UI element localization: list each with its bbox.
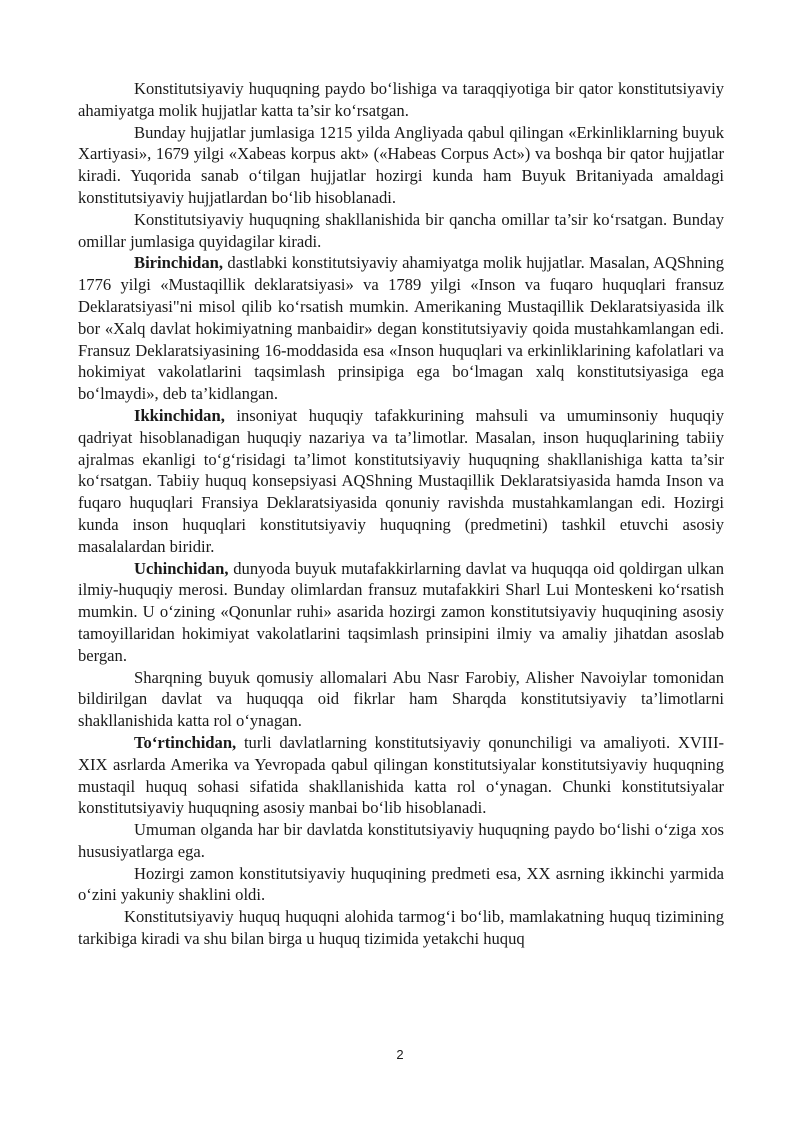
- paragraph-4: [78, 252, 724, 405]
- paragraph-text: Konstitutsiyaviy huquqning paydo bo‘lishiga va taraqqiyotiga bir qator konstitutsiyaviy ahamiyatga molik hujjatlar katta ta’sir ko‘rsatgan.: [78, 79, 724, 120]
- paragraph-text: Hozirgi zamon konstitutsiyaviy huquqining predmeti esa, XX asrning ikkinchi yarmida o‘zini yakuniy shaklini oldi.: [78, 863, 724, 905]
- paragraph-text: dunyoda buyuk mutafakkirlarning davlat va huquqqa oid qoldirgan ulkan ilmiy-huquqiy merosi. Bunday olimlardan fransuz mutafakkiri Sharl Lui Monteskeni ko‘rsatish mumkin. U o‘zining «Qonunlar ruhi» asarida hozirgi zamon konstitutsiyaviy huquqining asosiy tamoyillaridan hokimiyat vakolatlarini taqsimlash prinsipini ilmiy va amaliy jihatdan asoslab bergan.: [78, 558, 724, 665]
- paragraph-lead: Birinchidan,: [134, 253, 223, 273]
- paragraph-5: [78, 405, 724, 558]
- paragraph-text: Bunday hujjatlar jumlasiga 1215 yilda Angliyada qabul qilingan «Erkinliklarning buyuk Xartiyasi», 1679 yilgi «Xabeas korpus akt» («Habeas Corpus Act») va boshqa bir qator hujjatlar kiradi. Yuqorida sanab o‘tilgan hujjatlar hozirgi kunda ham Buyuk Britaniyada amaldagi konstitutsiyaviy hujjatlardan bo‘lib hisoblanadi.: [78, 122, 724, 207]
- paragraph-8: [78, 732, 724, 819]
- paragraph-lead: Uchinchidan,: [134, 558, 229, 578]
- paragraph-2: [78, 122, 724, 209]
- paragraph-1: [78, 78, 724, 122]
- paragraph-3: [78, 209, 724, 253]
- paragraph-text: Sharqning buyuk qomusiy allomalari Abu Nasr Farobiy, Alisher Navoiylar tomonidan bildirilgan davlat va huquqqa oid fikrlar ham Sharqda konstitutsiyaviy ta’limotlarni shakllanishida katta rol o‘ynagan.: [78, 667, 724, 731]
- paragraph-text: Umuman olganda har bir davlatda konstitutsiyaviy huquqning paydo bo‘lishi o‘ziga xos hususiyatlarga ega.: [78, 820, 724, 861]
- paragraph-text: Konstitutsiyaviy huquq huquqni alohida tarmog‘i bo‘lib, mamlakatning huquq tizimining tarkibiga kiradi va shu bilan birga u huquq tizimida yetakchi huquq: [78, 907, 724, 949]
- paragraph-text: insoniyat huquqiy tafakkurining mahsuli va umuminsoniy huquqiy qadriyat hisoblanadigan huquqiy nazariya va ta’limotlar. Masalan, inson huquqlarining tabiiy ajralmas ekanligi to‘g‘risidagi ta’limot konstitutsiyaviy huquqning shakllanishiga katta ta’sir ko‘rsatgan. Tabiiy huquq konsepsiyasi AQShning Mustaqillik Deklaratsiyasida hamda Inson va fuqaro huquqlari Fransiya Deklaratsiyasida qonuniy ravishda mustahkamlangan edi. Hozirgi kunda inson huquqlari konstitutsiyaviy huquqning (predmetini) tashkil etuvchi asosiy masalalardan biridir.: [78, 405, 724, 556]
- paragraph-7: [78, 667, 724, 732]
- page-number: 2: [396, 1047, 404, 1062]
- paragraph-lead: Ikkinchidan,: [134, 405, 225, 425]
- paragraph-text: dastlabki konstitutsiyaviy ahamiyatga molik hujjatlar. Masalan, AQShning 1776 yilgi «Mustaqillik deklaratsiyasi» va 1789 yilgi «Inson va fuqaro huquqlari fransuz Deklaratsiyasi"ni misol qilib ko‘rsatish mumkin. Amerikaning Mustaqillik Deklaratsiyasida ilk bor «Xalq davlat hokimiyatning manbaidir» degan konstitutsiyaviy qoida mustahkamlangan edi. Fransuz Deklaratsiyasining 16-moddasida esa «Inson huquqlari va erkinliklarining kafolatlari va hokimiyat vakolatlarini taqsimlash prinsipiga ega bo‘lmagan xalq konstitutsiyasiga ega bo‘lmaydi», deb ta’kidlangan.: [78, 253, 724, 404]
- paragraph-6: [78, 558, 724, 667]
- paragraph-9: [78, 819, 724, 863]
- paragraph-11: [78, 906, 724, 950]
- paragraph-lead: To‘rtinchidan,: [134, 732, 237, 752]
- document-page: [78, 78, 724, 950]
- paragraph-text: Konstitutsiyaviy huquqning shakllanishida bir qancha omillar ta’sir ko‘rsatgan. Bunday omillar jumlasiga quyidagilar kiradi.: [78, 209, 724, 251]
- paragraph-10: [78, 863, 724, 907]
- paragraph-text: turli davlatlarning konstitutsiyaviy qonunchiligi va amaliyoti. XVIII-XIX asrlarda Amerika va Yevropada qabul qilingan konstitutsiyalar konstitutsiyaviy huquqning mustaqil huquq sohasi sifatida shakllanishida katta rol o‘ynagan. Chunki konstitutsiyalar konstitutsiyaviy huquqning asosiy manbai bo‘lib hisoblanadi.: [78, 732, 724, 818]
